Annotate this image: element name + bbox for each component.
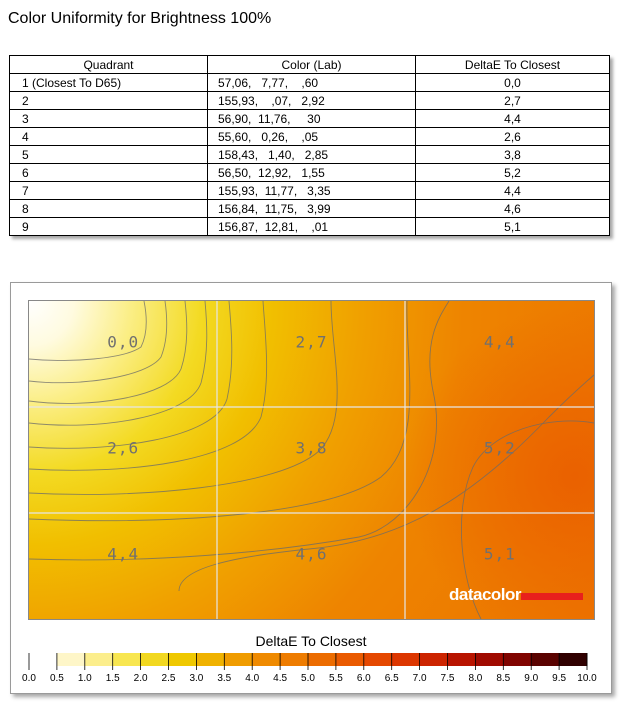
cell-deltae: 4,4 xyxy=(416,182,610,200)
cell-value-label-q7: 4,4 xyxy=(107,544,140,564)
datacolor-logo-bar xyxy=(521,593,583,600)
cell-color-lab: 158,43, 1,40, 2,85 xyxy=(208,146,416,164)
cell-quadrant: 4 xyxy=(10,128,208,146)
legend-title: DeltaE To Closest xyxy=(255,633,367,649)
scale-segment xyxy=(141,653,169,666)
table-row xyxy=(10,218,610,236)
scale-segment xyxy=(531,653,559,666)
scale-segment xyxy=(420,653,448,666)
cell-color-lab: 57,06, 7,77, ,60 xyxy=(208,74,416,92)
scale-segment xyxy=(364,653,392,666)
uniformity-table-wrapper xyxy=(9,55,609,236)
cell-value-label-q6: 5,2 xyxy=(483,438,516,458)
cell-color-lab: 56,90, 11,76, 30 xyxy=(208,110,416,128)
scale-tick-label: 9.5 xyxy=(552,673,567,684)
cell-deltae: 4,6 xyxy=(416,200,610,218)
cell-value-label-q8: 4,6 xyxy=(295,544,328,564)
scale-tick-label: 8.5 xyxy=(496,673,511,684)
cell-deltae: 4,4 xyxy=(416,110,610,128)
scale-segment xyxy=(85,653,113,666)
cell-deltae: 2,7 xyxy=(416,92,610,110)
cell-quadrant: 9 xyxy=(10,218,208,236)
column-header-quadrant: Quadrant xyxy=(10,56,208,74)
scale-segment xyxy=(559,653,587,666)
cell-color-lab: 56,50, 12,92, 1,55 xyxy=(208,164,416,182)
cell-color-lab: 156,87, 12,81, ,01 xyxy=(208,218,416,236)
scale-segment xyxy=(336,653,364,666)
color-scale-bar xyxy=(23,653,593,671)
table-row xyxy=(10,200,610,218)
table-row xyxy=(10,74,610,92)
cell-color-lab: 55,60, 0,26, ,05 xyxy=(208,128,416,146)
scale-tick-label: 2.0 xyxy=(133,673,148,684)
scale-tick-label: 7.5 xyxy=(440,673,455,684)
table-row xyxy=(10,164,610,182)
scale-segment xyxy=(29,653,57,666)
cell-deltae: 5,2 xyxy=(416,164,610,182)
scale-segment xyxy=(224,653,252,666)
cell-deltae: 5,1 xyxy=(416,218,610,236)
cell-quadrant: 5 xyxy=(10,146,208,164)
scale-tick-label: 9.0 xyxy=(524,673,539,684)
scale-segment xyxy=(113,653,141,666)
cell-quadrant: 8 xyxy=(10,200,208,218)
table-row xyxy=(10,146,610,164)
scale-segment xyxy=(280,653,308,666)
cell-color-lab: 155,93, ,07, 2,92 xyxy=(208,92,416,110)
cell-quadrant: 1 (Closest To D65) xyxy=(10,74,208,92)
scale-segment xyxy=(503,653,531,666)
table-row xyxy=(10,110,610,128)
scale-tick-label: 1.0 xyxy=(77,673,92,684)
cell-value-label-q2: 2,7 xyxy=(295,332,328,352)
table-row xyxy=(10,128,610,146)
scale-tick-label: 6.0 xyxy=(356,673,371,684)
cell-deltae: 3,8 xyxy=(416,146,610,164)
cell-value-label-q5: 3,8 xyxy=(295,438,328,458)
scale-tick-label: 4.0 xyxy=(245,673,260,684)
cell-value-label-q9: 5,1 xyxy=(483,544,516,564)
scale-tick-label: 7.0 xyxy=(412,673,427,684)
scale-segment xyxy=(448,653,476,666)
datacolor-logo: datacolor xyxy=(449,585,522,604)
cell-value-label-q4: 2,6 xyxy=(107,438,140,458)
cell-value-label-q1: 0,0 xyxy=(107,332,140,352)
table-row xyxy=(10,182,610,200)
scale-tick-label: 4.5 xyxy=(273,673,288,684)
scale-segment xyxy=(252,653,280,666)
scale-tick-label: 0.0 xyxy=(22,673,36,684)
scale-tick-label: 10.0 xyxy=(577,673,597,684)
uniformity-table xyxy=(9,55,610,236)
page-title: Color Uniformity for Brightness 100% xyxy=(8,10,272,27)
cell-color-lab: 155,93, 11,77, 3,35 xyxy=(208,182,416,200)
scale-segment xyxy=(169,653,197,666)
column-header-color-lab: Color (Lab) xyxy=(208,56,416,74)
scale-segment xyxy=(57,653,85,666)
cell-quadrant: 3 xyxy=(10,110,208,128)
cell-deltae: 0,0 xyxy=(416,74,610,92)
scale-segment xyxy=(196,653,224,666)
cell-quadrant: 7 xyxy=(10,182,208,200)
cell-color-lab: 156,84, 11,75, 3,99 xyxy=(208,200,416,218)
table-row xyxy=(10,92,610,110)
cell-quadrant: 2 xyxy=(10,92,208,110)
scale-tick-label: 1.5 xyxy=(105,673,120,684)
table-header-row xyxy=(10,56,610,74)
scale-segment xyxy=(392,653,420,666)
scale-segment xyxy=(308,653,336,666)
column-header-deltae: DeltaE To Closest xyxy=(416,56,610,74)
scale-tick-label: 5.5 xyxy=(328,673,343,684)
scale-tick-label: 2.5 xyxy=(161,673,176,684)
cell-deltae: 2,6 xyxy=(416,128,610,146)
scale-segment xyxy=(475,653,503,666)
scale-tick-label: 0.5 xyxy=(49,673,64,684)
scale-tick-label: 8.0 xyxy=(468,673,483,684)
scale-tick-label: 3.0 xyxy=(189,673,204,684)
heatmap-area xyxy=(28,300,595,620)
cell-quadrant: 6 xyxy=(10,164,208,182)
cell-value-label-q3: 4,4 xyxy=(483,332,516,352)
uniformity-chart xyxy=(10,282,612,694)
scale-tick-label: 3.5 xyxy=(217,673,232,684)
scale-tick-label: 5.0 xyxy=(301,673,315,684)
scale-tick-label: 6.5 xyxy=(384,673,399,684)
